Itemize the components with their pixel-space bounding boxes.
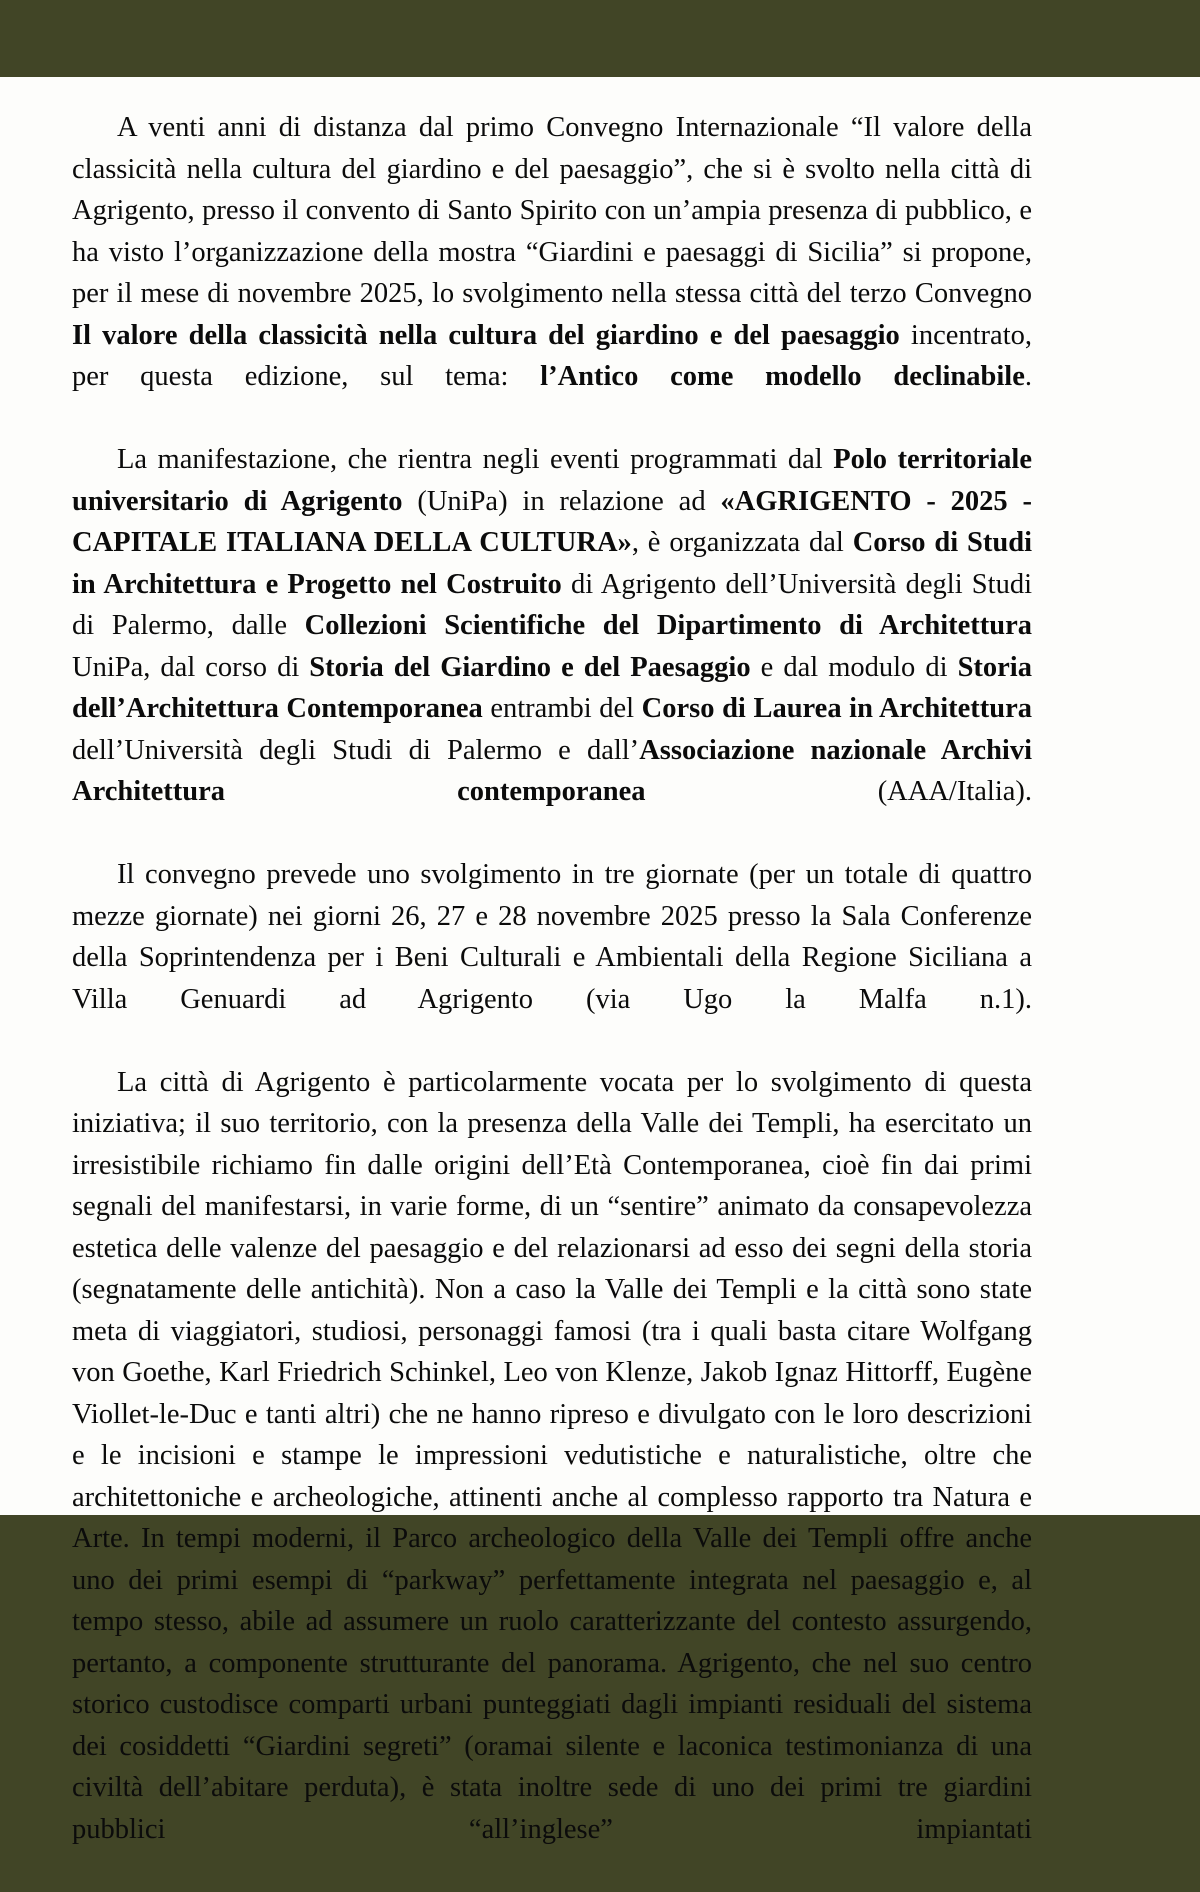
body-text: di Agrigento dell’Università degli Studi di Palermo, dalle (72, 568, 1032, 641)
emphasis-text: Associazione nazionale Archivi Architettura contemporanea (72, 734, 1032, 807)
document-page (0, 77, 1200, 1845)
paragraph-p1 (72, 107, 1032, 439)
emphasis-text: Corso di Laurea in Architettura (641, 693, 1032, 724)
emphasis-text: Storia del Giardino e del Paesaggio (309, 651, 751, 683)
body-text: . (1024, 361, 1032, 392)
paragraph-p3 (72, 854, 1032, 1062)
body-text: UniPa, dal corso di (72, 651, 310, 683)
body-text: incentrato, per questa edizione, sul tema: (72, 319, 1032, 392)
emphasis-text: «AGRIGENTO - 2025 - CAPITALE ITALIANA DELLA CULTURA» (72, 485, 1032, 558)
body-text: Il convegno prevede uno svolgimento in tre giornate (per un totale di quattro mezze giornate) nei giorni 26, 27 e 28 novembre 2025 presso la Sala Conferenze della Soprintendenza per i Beni Culturali e Ambientali della Regione Siciliana a Villa Genuardi ad Agrigento (via Ugo la Malfa n.1). (72, 859, 1032, 1015)
body-text: La manifestazione, che rientra negli eventi programmati dal (117, 444, 834, 475)
emphasis-text: Polo territoriale universitario di Agrigento (72, 444, 1032, 517)
emphasis-text: Corso di Studi in Architettura e Progetto nel Costruito (72, 527, 1033, 600)
body-text-column (72, 107, 1032, 1892)
emphasis-text: Storia dell’Architettura Contemporanea (72, 651, 1032, 724)
emphasis-text: l’Antico come modello declinabile (540, 361, 1025, 392)
body-text: La città di Agrigento è particolarmente vocata per lo svolgimento di questa iniziativa; il suo territorio, con la presenza della Valle dei Templi, ha esercitato un irresistibile richiamo fin dalle origini dell’Età Contemporanea, cioè fin dai primi segnali del manifestarsi, in varie forme, di un “sentire” animato da consapevolezza estetica delle valenze del paesaggio e del relazionarsi ad esso dei segni della storia (segnatamente delle antichità). Non a caso la Valle dei Templi e la città sono state meta di viaggiatori, studiosi, personaggi famosi (tra i quali basta citare Wolfgang von Goethe, Karl Friedrich Schinkel, Leo von Klenze, Jakob Ignaz Hittorff, Eugène Viollet-le-Duc e tanti altri) che ne hanno ripreso e divulgato con le loro descrizioni e le incisioni e stampe le impressioni vedutistiche e naturalistiche, oltre che architettoniche e archeologiche, attinenti anche al complesso rapporto tra Natura e Arte. In tempi moderni, il Parco archeologico della Valle dei Templi offre anche uno dei primi esempi di “parkway” perfettamente integrata nel paesaggio e, al tempo stesso, abile ad assumere un ruolo caratterizzante del contesto assurgendo, pertanto, a componente strutturante del panorama. Agrigento, che nel suo centro storico custodisce comparti urbani punteggiati dagli impianti residuali del sistema dei cosiddetti “Giardini segreti” (oramai silente e laconica testimonianza di una civiltà dell’abitare perduta), è stata inoltre sede di uno dei primi tre giardini pubblici “all’inglese” impiantati (72, 1066, 1032, 1845)
body-text: e dal modulo di (750, 651, 958, 683)
body-text: A venti anni di distanza dal primo Convegno Internazionale “Il valore della classicità nella cultura del giardino e del paesaggio”, che si è svolto nella città di Agrigento, presso il convento di Santo Spirito con un’ampia presenza di pubblico, e ha visto l’organizzazione della mostra “Giardini e paesaggi di Sicilia” si propone, per il mese di novembre 2025, lo svolgimento nella stessa città del terzo Convegno (72, 112, 1032, 309)
body-text: (UniPa) in relazione ad (402, 485, 721, 517)
emphasis-text: Il valore della classicità nella cultura del giardino e del paesaggio (72, 319, 900, 351)
emphasis-text: Collezioni Scientifiche del Dipartimento di Architettura (304, 610, 1032, 641)
paragraph-p2 (72, 439, 1032, 854)
body-text: entrambi del (482, 693, 642, 724)
body-text: , è organizzata dal (631, 527, 853, 558)
paragraph-p4 (72, 1062, 1032, 1892)
body-text: dell’Università degli Studi di Palermo e dall’ (72, 734, 640, 766)
body-text: (AAA/Italia). (645, 776, 1033, 807)
